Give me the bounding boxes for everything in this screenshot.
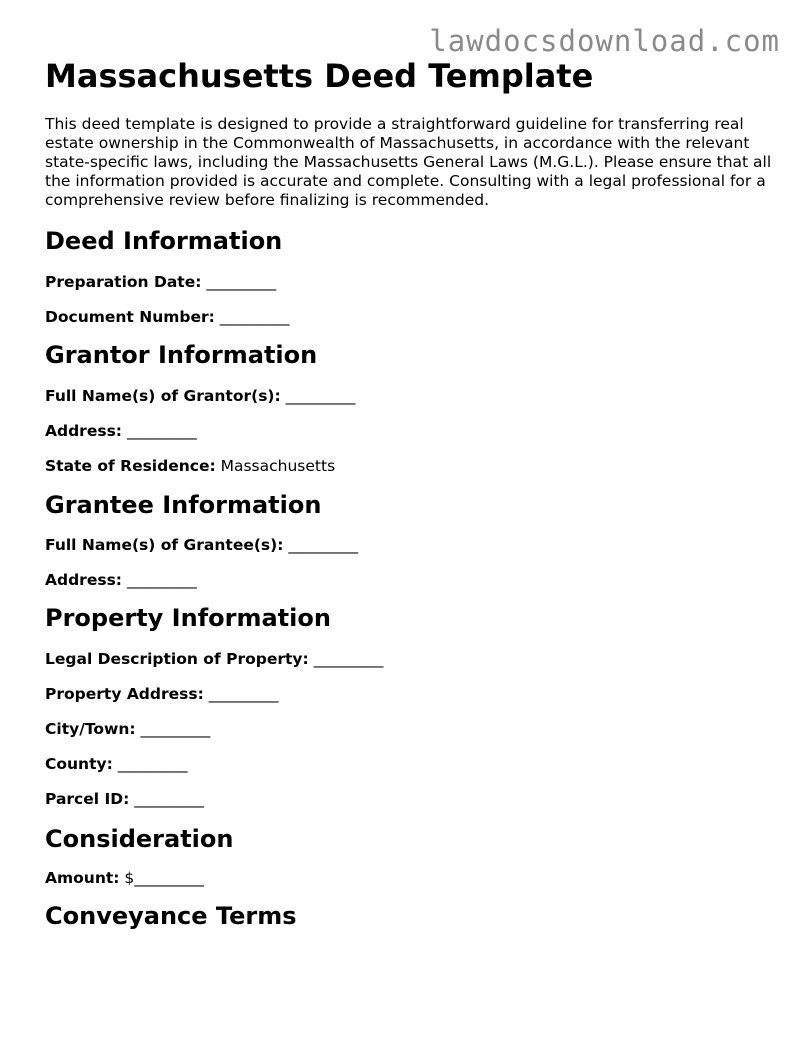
field-property-address	[45, 684, 775, 704]
watermark: lawdocsdownload.com	[429, 24, 780, 58]
field-grantor-address	[45, 421, 775, 441]
field-value[interactable]: _________	[206, 273, 277, 291]
field-amount	[45, 868, 775, 888]
section-title-conveyance-terms: Conveyance Terms	[45, 902, 297, 930]
field-state-of-residence	[45, 456, 775, 476]
field-label: Parcel ID:	[45, 790, 130, 808]
field-label: State of Residence:	[45, 457, 216, 475]
field-label: County:	[45, 755, 113, 773]
field-legal-description	[45, 649, 775, 669]
field-value[interactable]: _________	[313, 650, 384, 668]
field-label: Property Address:	[45, 685, 204, 703]
section-title-deed-information: Deed Information	[45, 227, 283, 255]
field-label: Preparation Date:	[45, 273, 202, 291]
field-label: Full Name(s) of Grantee(s):	[45, 536, 284, 554]
field-county	[45, 754, 775, 774]
section-title-grantor-information: Grantor Information	[45, 341, 318, 369]
document-title: Massachusetts Deed Template	[45, 57, 594, 95]
section-title-property-information: Property Information	[45, 604, 331, 632]
field-label: Address:	[45, 571, 122, 589]
field-city-town	[45, 719, 775, 739]
field-value[interactable]: _________	[140, 720, 211, 738]
document-page	[45, 56, 775, 931]
field-value[interactable]: _________	[285, 387, 356, 405]
section-title-grantee-information: Grantee Information	[45, 491, 322, 519]
field-label: Amount:	[45, 869, 120, 887]
field-value[interactable]: _________	[126, 571, 197, 589]
field-label: City/Town:	[45, 720, 136, 738]
field-document-number	[45, 307, 775, 327]
intro-paragraph: This deed template is designed to provide a straightforward guideline for transferring real estate ownership in the Commonwealth of Massachusetts, in accordance with the relevant state-specific laws, including the Massachusetts General Laws (M.G.L.). Please ensure that all the information provided is accurate and complete. Consulting with a legal professional for a comprehensive review before finalizing is recommended.	[45, 115, 772, 209]
section-title-consideration: Consideration	[45, 825, 234, 853]
field-value[interactable]: _________	[208, 685, 279, 703]
field-value[interactable]: _________	[117, 755, 188, 773]
field-value[interactable]: _________	[134, 790, 204, 808]
field-parcel-id	[45, 789, 775, 809]
field-label: Document Number:	[45, 308, 215, 326]
field-value[interactable]: _________	[219, 308, 290, 326]
field-value[interactable]: $_________	[124, 869, 205, 887]
field-value[interactable]: _________	[126, 422, 197, 440]
field-value[interactable]: _________	[288, 536, 359, 554]
field-label: Address:	[45, 422, 122, 440]
field-preparation-date	[45, 272, 775, 292]
field-grantee-names	[45, 535, 775, 555]
field-label: Full Name(s) of Grantor(s):	[45, 387, 281, 405]
field-grantee-address	[45, 570, 775, 590]
field-grantor-names	[45, 386, 775, 406]
field-value: Massachusetts	[220, 457, 336, 475]
field-label: Legal Description of Property:	[45, 650, 309, 668]
